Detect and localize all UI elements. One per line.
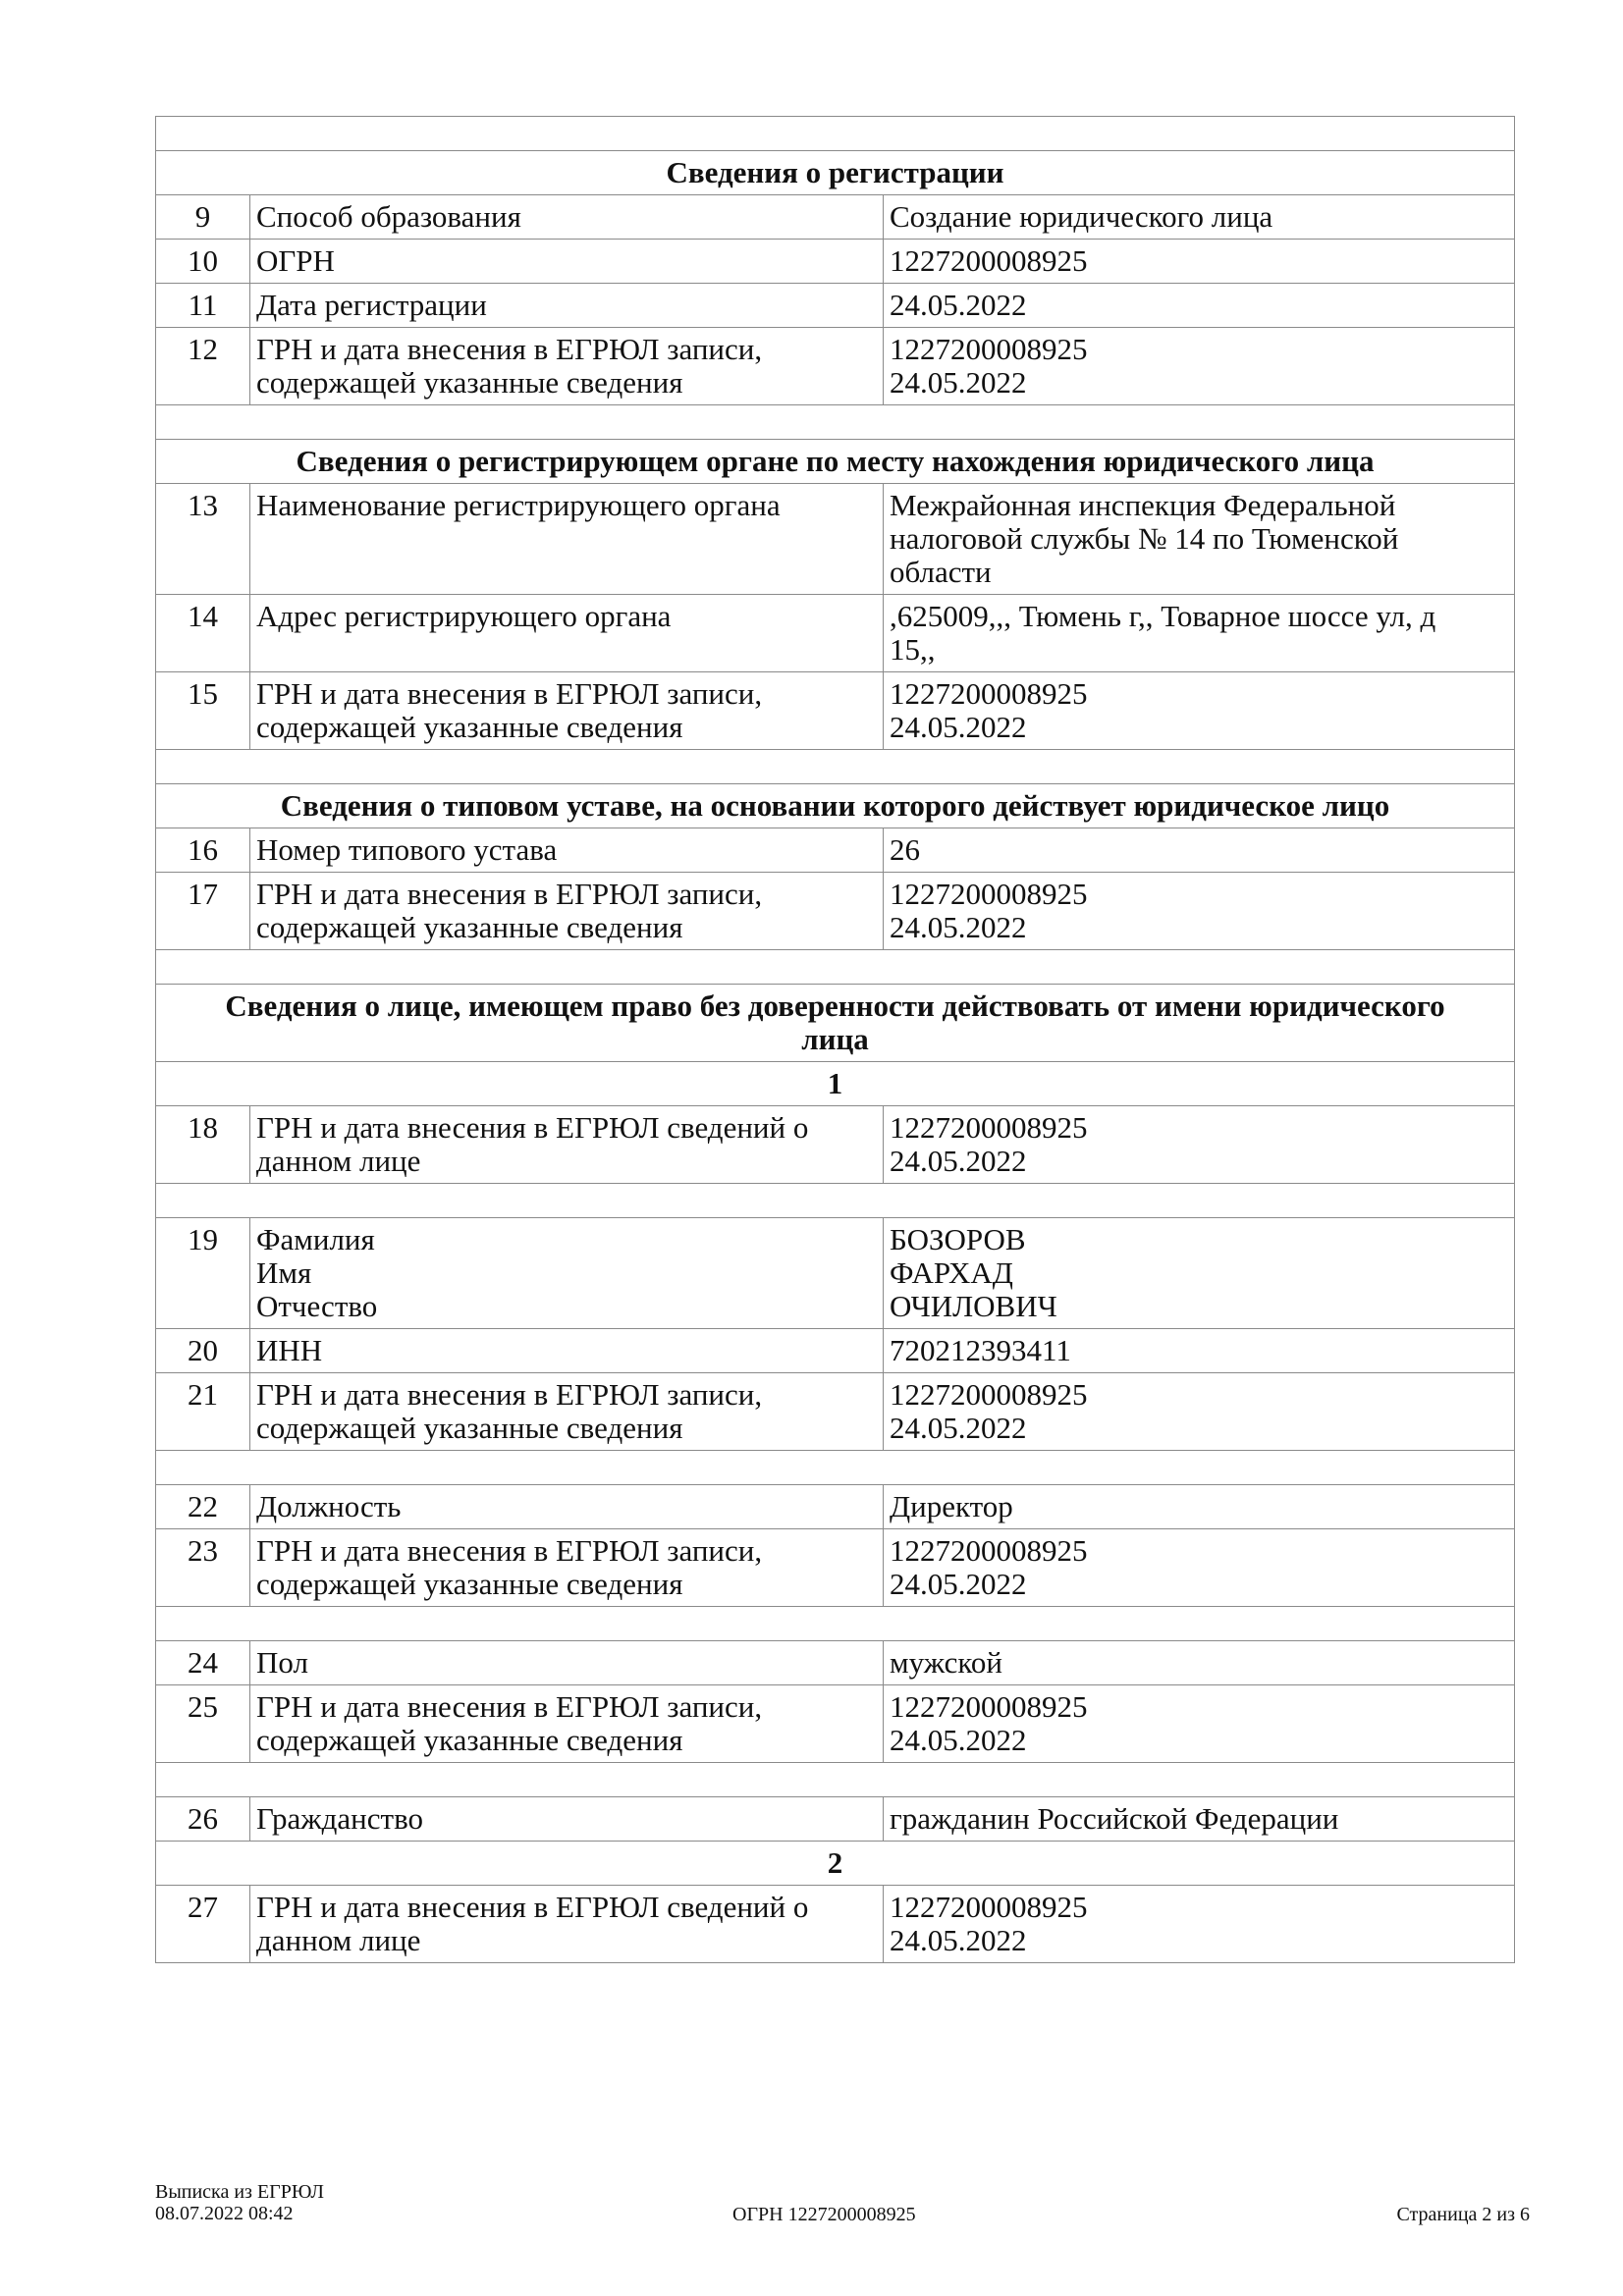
field-value: 1227200008925 24.05.2022: [884, 672, 1515, 750]
field-value: Межрайонная инспекция Федеральной налоговой службы № 14 по Тюменской области: [884, 484, 1515, 595]
spacer-row: [156, 1451, 1515, 1485]
field-value: Создание юридического лица: [884, 195, 1515, 240]
table-row: [156, 873, 1515, 950]
field-label: Фамилия Имя Отчество: [250, 1218, 884, 1329]
spacer-cell: [156, 1763, 1515, 1797]
row-number: 23: [156, 1529, 250, 1607]
field-label: Пол: [250, 1641, 884, 1685]
spacer-cell: [156, 750, 1515, 784]
row-number: 12: [156, 328, 250, 405]
spacer-cell: [156, 950, 1515, 985]
footer-ogrn: ОГРН 1227200008925: [732, 2204, 916, 2225]
row-number: 21: [156, 1373, 250, 1451]
field-value: 1227200008925 24.05.2022: [884, 328, 1515, 405]
field-label: ГРН и дата внесения в ЕГРЮЛ записи, содержащей указанные сведения: [250, 328, 884, 405]
row-number: 9: [156, 195, 250, 240]
field-label: ОГРН: [250, 240, 884, 284]
section-header-row: [156, 440, 1515, 484]
table-row: [156, 1797, 1515, 1842]
field-label: ГРН и дата внесения в ЕГРЮЛ записи, содержащей указанные сведения: [250, 1529, 884, 1607]
page-footer: [155, 2181, 1530, 2230]
field-label: Адрес регистрирующего органа: [250, 595, 884, 672]
field-value: 1227200008925 24.05.2022: [884, 873, 1515, 950]
row-number: 25: [156, 1685, 250, 1763]
section-header-row: [156, 151, 1515, 195]
field-value: гражданин Российской Федерации: [884, 1797, 1515, 1842]
spacer-cell: [156, 117, 1515, 151]
field-value: мужской: [884, 1641, 1515, 1685]
field-label: Должность: [250, 1485, 884, 1529]
table-row: [156, 240, 1515, 284]
row-number: 19: [156, 1218, 250, 1329]
field-value: 1227200008925: [884, 240, 1515, 284]
field-value: 26: [884, 828, 1515, 873]
table-row: [156, 1106, 1515, 1184]
section-header-row: [156, 1842, 1515, 1886]
table-row: [156, 195, 1515, 240]
table-row: [156, 595, 1515, 672]
spacer-row: [156, 117, 1515, 151]
spacer-cell: [156, 1184, 1515, 1218]
egrul-table: [155, 116, 1515, 1963]
table-row: [156, 1218, 1515, 1329]
field-label: Способ образования: [250, 195, 884, 240]
table-row: [156, 284, 1515, 328]
row-number: 11: [156, 284, 250, 328]
table-row: [156, 1529, 1515, 1607]
field-value: 1227200008925 24.05.2022: [884, 1373, 1515, 1451]
spacer-cell: [156, 1451, 1515, 1485]
table-row: [156, 328, 1515, 405]
row-number: 27: [156, 1886, 250, 1963]
row-number: 17: [156, 873, 250, 950]
table-row: [156, 484, 1515, 595]
egrul-table-body: [156, 117, 1515, 1963]
field-value: ,625009,,, Тюмень г,, Товарное шоссе ул, д 15,,: [884, 595, 1515, 672]
field-label: ИНН: [250, 1329, 884, 1373]
field-label: ГРН и дата внесения в ЕГРЮЛ записи, содержащей указанные сведения: [250, 1373, 884, 1451]
spacer-row: [156, 950, 1515, 985]
section-header: Сведения о регистрации: [156, 151, 1515, 195]
table-row: [156, 1886, 1515, 1963]
row-number: 10: [156, 240, 250, 284]
section-header-row: [156, 784, 1515, 828]
row-number: 16: [156, 828, 250, 873]
section-header-row: [156, 985, 1515, 1062]
row-number: 22: [156, 1485, 250, 1529]
row-number: 20: [156, 1329, 250, 1373]
spacer-cell: [156, 1607, 1515, 1641]
field-value: БОЗОРОВ ФАРХАД ОЧИЛОВИЧ: [884, 1218, 1515, 1329]
field-label: ГРН и дата внесения в ЕГРЮЛ записи, содержащей указанные сведения: [250, 672, 884, 750]
field-label: ГРН и дата внесения в ЕГРЮЛ сведений о данном лице: [250, 1106, 884, 1184]
section-header-row: [156, 1062, 1515, 1106]
field-value: 1227200008925 24.05.2022: [884, 1886, 1515, 1963]
field-label: ГРН и дата внесения в ЕГРЮЛ сведений о данном лице: [250, 1886, 884, 1963]
field-value: 1227200008925 24.05.2022: [884, 1685, 1515, 1763]
table-row: [156, 828, 1515, 873]
spacer-row: [156, 750, 1515, 784]
section-header: Сведения о регистрирующем органе по месту нахождения юридического лица: [156, 440, 1515, 484]
table-row: [156, 1641, 1515, 1685]
section-header: Сведения о типовом уставе, на основании которого действует юридическое лицо: [156, 784, 1515, 828]
row-number: 13: [156, 484, 250, 595]
row-number: 26: [156, 1797, 250, 1842]
field-label: Номер типового устава: [250, 828, 884, 873]
row-number: 14: [156, 595, 250, 672]
section-header: 2: [156, 1842, 1515, 1886]
field-value: 1227200008925 24.05.2022: [884, 1106, 1515, 1184]
section-header: 1: [156, 1062, 1515, 1106]
spacer-row: [156, 1763, 1515, 1797]
table-row: [156, 672, 1515, 750]
spacer-row: [156, 405, 1515, 440]
row-number: 15: [156, 672, 250, 750]
table-row: [156, 1329, 1515, 1373]
field-value: 24.05.2022: [884, 284, 1515, 328]
footer-extract-info: Выписка из ЕГРЮЛ 08.07.2022 08:42: [155, 2181, 324, 2224]
table-row: [156, 1373, 1515, 1451]
field-label: Гражданство: [250, 1797, 884, 1842]
spacer-row: [156, 1607, 1515, 1641]
field-value: Директор: [884, 1485, 1515, 1529]
spacer-cell: [156, 405, 1515, 440]
section-header: Сведения о лице, имеющем право без доверенности действовать от имени юридического лица: [156, 985, 1515, 1062]
field-value: 720212393411: [884, 1329, 1515, 1373]
footer-page-number: Страница 2 из 6: [1396, 2204, 1530, 2225]
field-label: Наименование регистрирующего органа: [250, 484, 884, 595]
document-page: [155, 116, 1514, 1963]
table-row: [156, 1485, 1515, 1529]
field-label: Дата регистрации: [250, 284, 884, 328]
spacer-row: [156, 1184, 1515, 1218]
field-label: ГРН и дата внесения в ЕГРЮЛ записи, содержащей указанные сведения: [250, 873, 884, 950]
field-value: 1227200008925 24.05.2022: [884, 1529, 1515, 1607]
row-number: 18: [156, 1106, 250, 1184]
field-label: ГРН и дата внесения в ЕГРЮЛ записи, содержащей указанные сведения: [250, 1685, 884, 1763]
row-number: 24: [156, 1641, 250, 1685]
table-row: [156, 1685, 1515, 1763]
